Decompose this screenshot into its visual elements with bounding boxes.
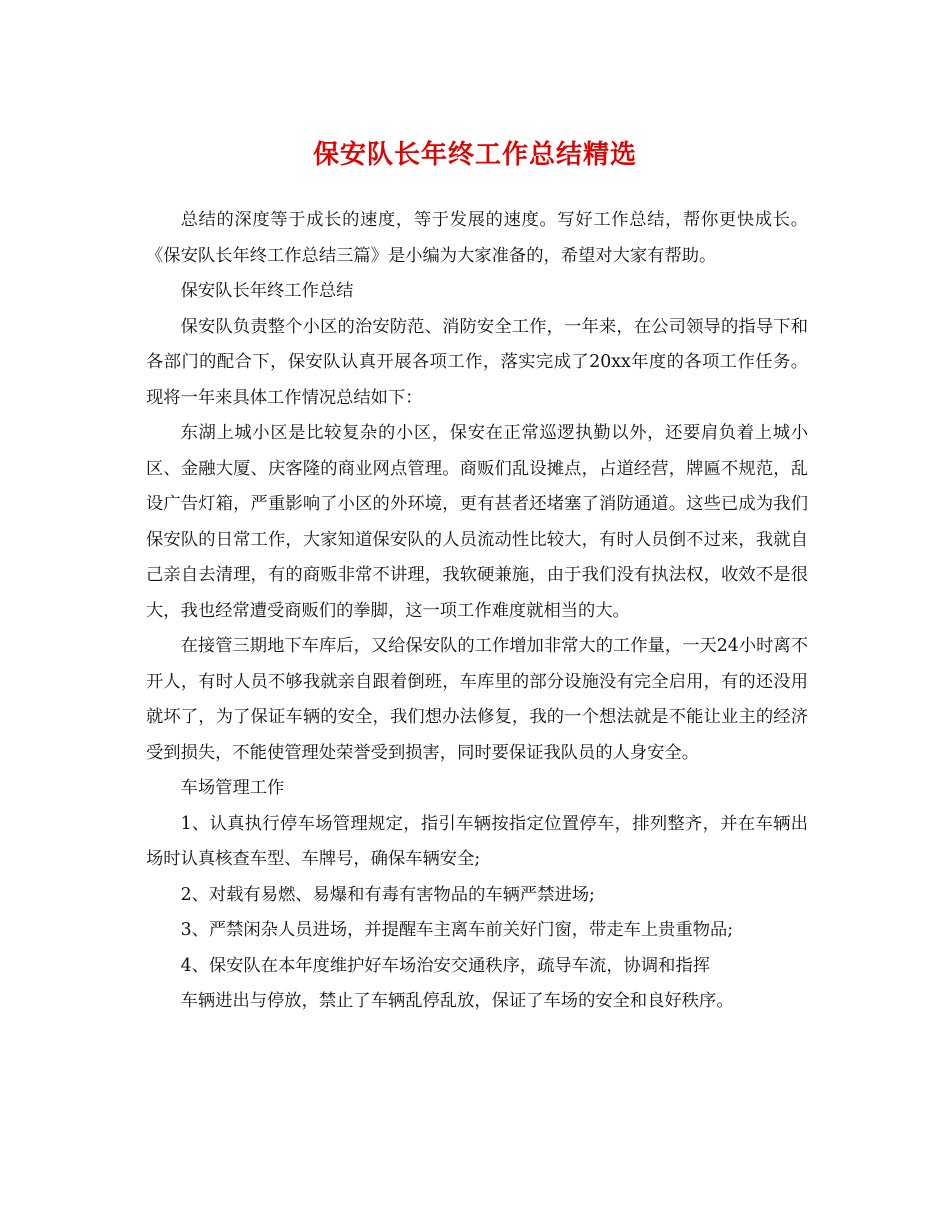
section-heading: 车场管理工作 bbox=[180, 778, 285, 798]
section-heading: 保安队长年终工作总结 bbox=[180, 281, 354, 301]
list-item: 4、保安队在本年度维护好车场治安交通秩序，疏导车流，协调和指挥 bbox=[180, 955, 711, 976]
body-paragraph: 在接管三期地下车库后，又给保安队的工作增加非常大的工作量，一天24小时离不开人，有时人员不够我就亲自跟着倒班，车库里的部分设施没有完全启用，有的还没用就坏了，为了保证车辆的安全，我们想办法修复，我的一个想法就是不能让业主的经济受到损失，不能使管理处荣誉受到损害，同时要保证我队员的人身安全。 bbox=[146, 636, 808, 763]
document-title: 保安队长年终工作总结精选 bbox=[312, 140, 637, 170]
intro-paragraph: 总结的深度等于成长的速度，等于发展的速度。写好工作总结，帮你更快成长。《保安队长年终工作总结三篇》是小编为大家准备的，希望对大家有帮助。 bbox=[146, 210, 808, 266]
list-item: 1、认真执行停车场管理规定，指引车辆按指定位置停车，排列整齐，并在车辆出场时认真核查车型、车牌号，确保车辆安全; bbox=[146, 813, 808, 869]
list-item: 2、对载有易燃、易爆和有毒有害物品的车辆严禁进场; bbox=[180, 884, 595, 905]
body-paragraph: 东湖上城小区是比较复杂的小区，保安在正常巡逻执勤以外，还要肩负着上城小区、金融大厦、庆客隆的商业网点管理。商贩们乱设摊点，占道经营，牌匾不规范，乱设广告灯箱，严重影响了小区的外环境，更有甚者还堵塞了消防通道。这些已成为我们保安队的日常工作，大家知道保安队的人员流动性比较大，有时人员倒不过来，我就自己亲自去清理，有的商贩非常不讲理，我软硬兼施，由于我们没有执法权，收效不是很大，我也经常遭受商贩们的拳脚，这一项工作难度就相当的大。 bbox=[146, 423, 808, 621]
list-item-continuation: 车辆进出与停放，禁止了车辆乱停乱放，保证了车场的安全和良好秩序。 bbox=[180, 991, 734, 1011]
document-body bbox=[146, 203, 808, 1020]
list-item: 3、严禁闲杂人员进场，并提醒车主离车前关好门窗，带走车上贵重物品; bbox=[180, 920, 734, 940]
body-paragraph: 保安队负责整个小区的治安防范、消防安全工作，一年来，在公司领导的指导下和各部门的配合下，保安队认真开展各项工作，落实完成了20xx年度的各项工作任务。现将一年来具体工作情况总结如下： bbox=[146, 316, 808, 408]
